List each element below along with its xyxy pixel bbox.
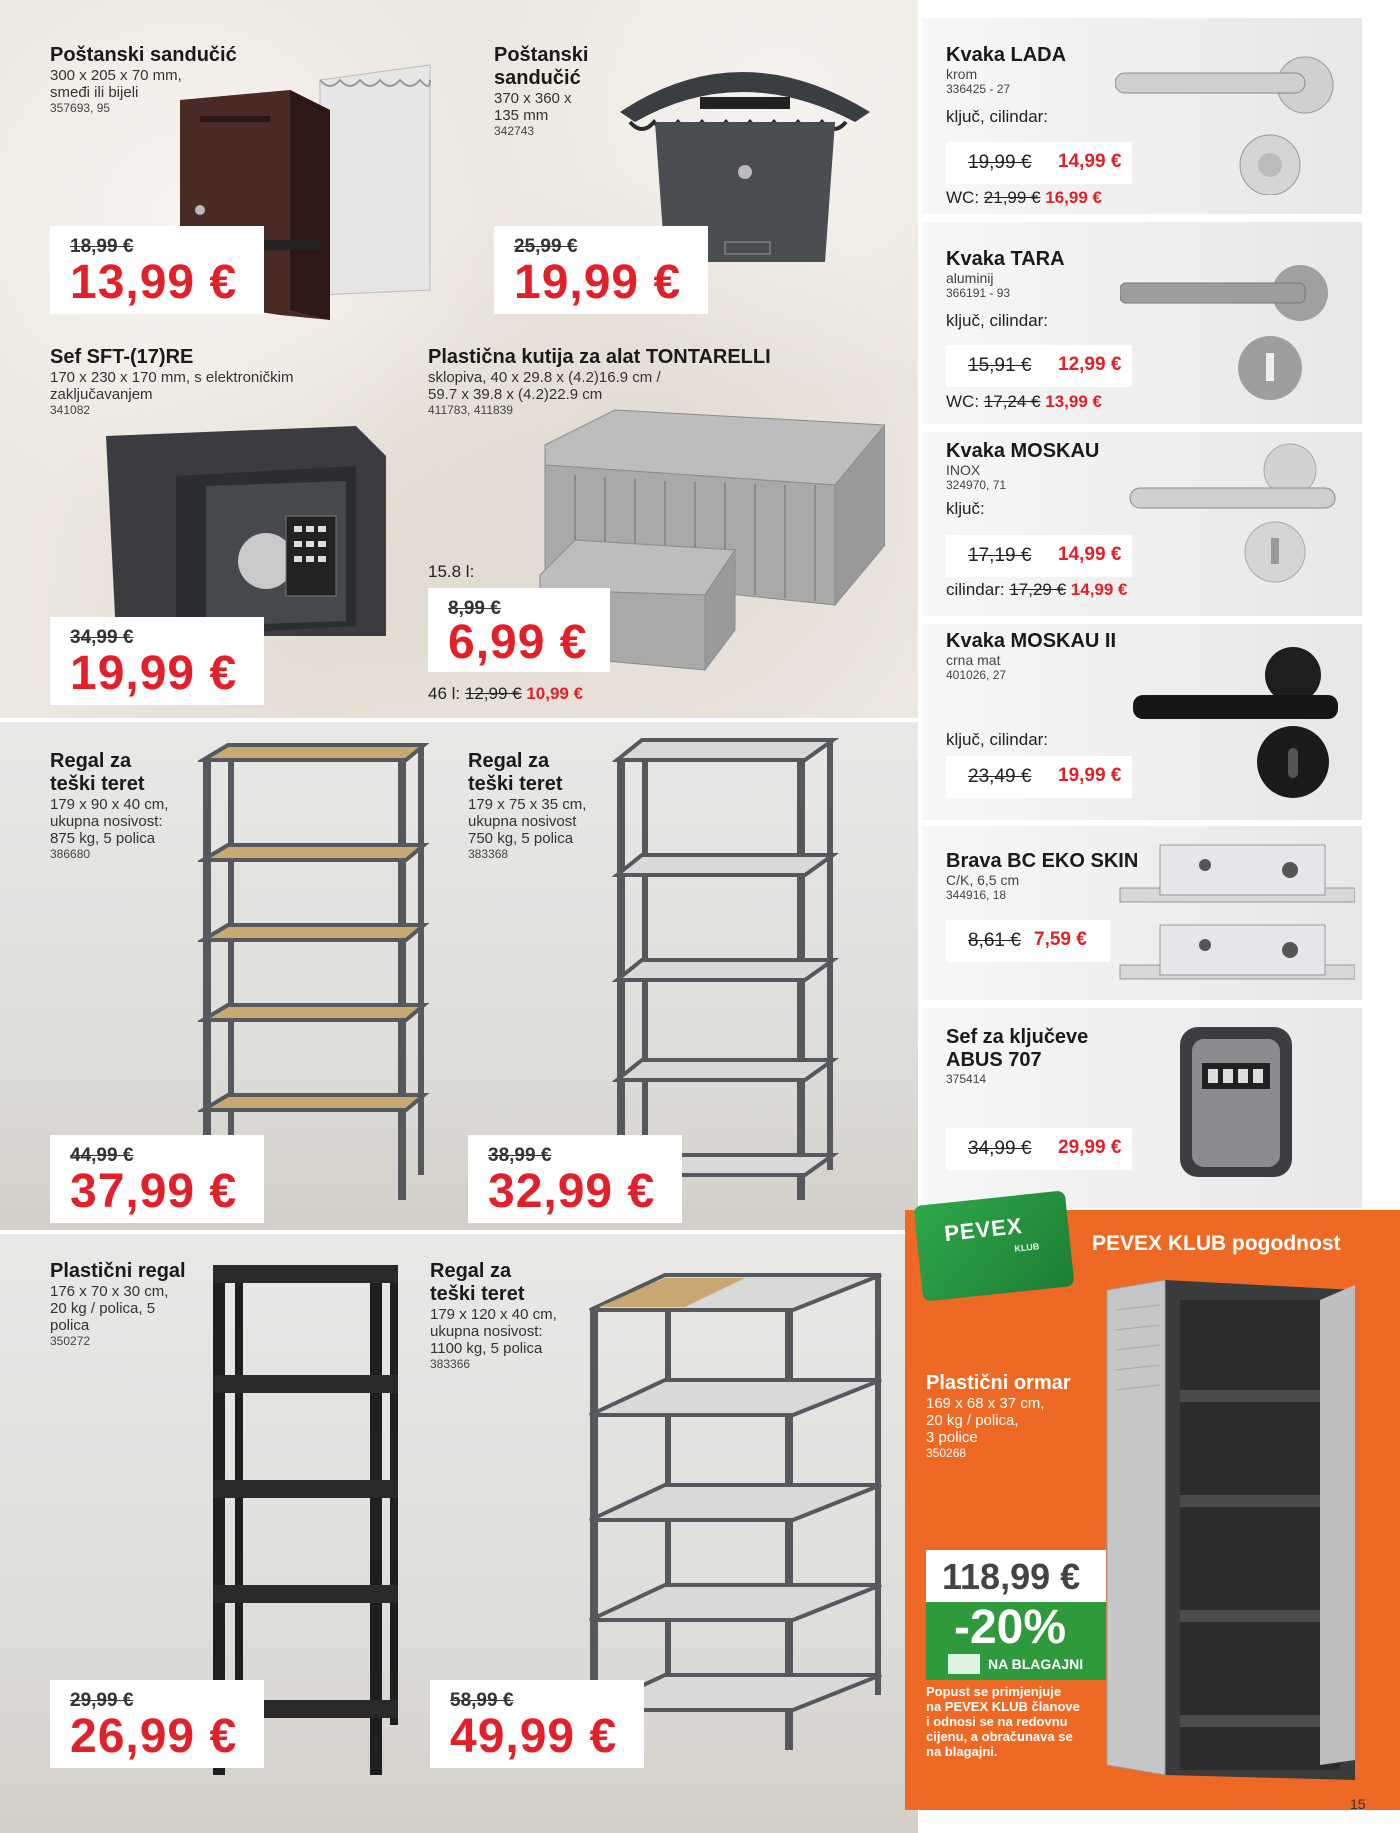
door-lock-image — [1115, 840, 1355, 990]
old-price: 38,99 € — [488, 1145, 552, 1166]
new-price: 49,99 € — [450, 1710, 618, 1763]
club-note — [926, 1684, 1116, 1759]
club-price: 118,99 € — [942, 1556, 1081, 1597]
product-title: Regal za — [430, 1260, 512, 1282]
product-desc: 1100 kg, 5 polica — [430, 1340, 543, 1357]
product-code: 350268 — [926, 1446, 967, 1460]
door-handle-image — [1125, 440, 1340, 590]
key-safe-image — [1178, 1025, 1294, 1180]
product-desc: 875 kg, 5 polica — [50, 830, 156, 847]
wc-label: WC: — [946, 188, 980, 207]
old-price: 8,61 € — [968, 930, 1021, 951]
product-title: Plastična kutija za alat TONTARELLI — [428, 346, 771, 368]
product-desc: sklopiva, 40 x 29.8 x (4.2)16.9 cm / — [428, 369, 661, 386]
product-desc: aluminij — [946, 270, 994, 286]
new-price: 19,99 € — [1058, 765, 1122, 786]
new-price: 7,59 € — [1034, 929, 1087, 950]
product-code: 357693, 95 — [50, 101, 111, 115]
metal-shelf-image — [585, 1270, 885, 1750]
new-price: 37,99 € — [70, 1165, 238, 1218]
product-title: Poštanski sandučić — [50, 44, 237, 66]
product-title: Kvaka TARA — [946, 248, 1065, 270]
new-price: 12,99 € — [1058, 354, 1122, 375]
door-handle-image — [1120, 248, 1340, 408]
product-desc: 300 x 205 x 70 mm, — [50, 67, 182, 84]
product-title: Sef SFT-(17)RE — [50, 346, 194, 368]
product-code: 383368 — [468, 847, 509, 861]
product-code: 366191 - 93 — [946, 286, 1011, 300]
price-label: ključ, cilindar: — [946, 730, 1049, 749]
cylinder-price — [946, 580, 1128, 600]
new-price: 13,99 € — [1045, 392, 1102, 411]
new-price: 10,99 € — [526, 684, 584, 703]
club-price-box — [926, 1550, 1106, 1602]
product-title: Kvaka MOSKAU — [946, 440, 1100, 462]
moskau-info — [946, 440, 1099, 519]
moskau2-info — [946, 630, 1116, 683]
product-desc: 20 kg / polica, — [926, 1412, 1019, 1429]
product-desc: 176 x 70 x 30 cm, — [50, 1283, 169, 1300]
product-title: teški teret — [430, 1283, 525, 1305]
old-price: 17,29 € — [1009, 580, 1067, 599]
safe-image — [106, 426, 386, 646]
club-product-info — [926, 1372, 1076, 1461]
product-desc: 20 kg / polica, 5 — [50, 1300, 156, 1317]
price-box — [50, 1135, 264, 1223]
product-title: Plastični ormar — [926, 1372, 1071, 1394]
old-price: 8,99 € — [448, 598, 501, 619]
product-code: 375414 — [946, 1072, 987, 1086]
old-price: 18,99 € — [70, 236, 134, 257]
club-note-line: i odnosi se na redovnu — [926, 1714, 1068, 1729]
price-box — [50, 617, 264, 705]
old-price: 29,99 € — [70, 1690, 134, 1711]
product-desc: krom — [946, 66, 978, 82]
shelf4-info — [430, 1260, 600, 1372]
old-price: 21,99 € — [983, 188, 1041, 207]
page-number: 15 — [1350, 1796, 1366, 1812]
product-title: Brava BC EKO SKIN — [946, 850, 1139, 872]
club-card-mini-icon — [948, 1654, 980, 1674]
door-handle-image — [1128, 640, 1343, 800]
product-title: Kvaka MOSKAU II — [946, 630, 1117, 652]
product-desc: 750 kg, 5 polica — [468, 830, 574, 847]
shelf3-info — [50, 1260, 220, 1349]
product-code: 344916, 18 — [946, 888, 1007, 902]
product-title: Regal za — [50, 750, 132, 772]
product-title: Kvaka LADA — [946, 44, 1067, 66]
product-code: 386680 — [50, 847, 91, 861]
lada-info — [946, 44, 1066, 127]
product-code: 383366 — [430, 1357, 471, 1371]
new-price: 32,99 € — [488, 1165, 656, 1218]
crate-large-price — [428, 684, 583, 704]
price-label: ključ: — [946, 499, 985, 518]
club-at-register: NA BLAGAJNI — [988, 1656, 1084, 1672]
product-desc: polica — [50, 1317, 90, 1334]
product-title: Sef za ključeve — [946, 1026, 1089, 1048]
price-box — [946, 756, 1132, 798]
product-code: 350272 — [50, 1334, 91, 1348]
price-box — [946, 920, 1110, 962]
product-desc: ukupna nosivost — [468, 813, 577, 830]
price-box — [946, 142, 1132, 184]
old-price: 44,99 € — [70, 1145, 134, 1166]
old-price: 17,19 € — [968, 545, 1032, 566]
price-box — [468, 1135, 682, 1223]
new-price: 14,99 € — [1058, 544, 1122, 565]
new-price: 14,99 € — [1070, 580, 1128, 599]
club-header: PEVEX KLUB pogodnost — [1092, 1232, 1341, 1255]
product-desc: 169 x 68 x 37 cm, — [926, 1395, 1045, 1412]
product-desc: ukupna nosivost: — [50, 813, 163, 830]
new-price: 14,99 € — [1058, 151, 1122, 172]
old-price: 19,99 € — [968, 152, 1032, 173]
price-box — [494, 226, 708, 314]
shelf1-info — [50, 750, 210, 862]
club-note-line: na PEVEX KLUB članove — [926, 1699, 1080, 1714]
club-card — [913, 1190, 1074, 1301]
crate-size-small: 15.8 l: — [428, 562, 475, 581]
door-handle-image — [1115, 45, 1335, 195]
old-price: 15,91 € — [968, 355, 1032, 376]
new-price: 13,99 € — [70, 256, 238, 309]
product-title: Poštanski — [494, 44, 589, 66]
product-title: teški teret — [468, 773, 563, 795]
product-code: 324970, 71 — [946, 478, 1007, 492]
product-desc: zaključavanjem — [50, 386, 153, 403]
price-label: ključ, cilindar: — [946, 311, 1049, 330]
keysafe-info — [946, 1026, 1088, 1087]
new-price: 6,99 € — [448, 616, 588, 669]
new-price: 16,99 € — [1045, 188, 1102, 207]
new-price: 29,99 € — [1058, 1137, 1122, 1158]
old-price: 12,99 € — [464, 684, 522, 703]
product-title: ABUS 707 — [946, 1049, 1042, 1071]
product-desc: crna mat — [946, 652, 1001, 668]
old-price: 34,99 € — [968, 1138, 1032, 1159]
tara-info — [946, 248, 1065, 331]
price-box — [430, 1680, 644, 1768]
product-title: Regal za — [468, 750, 550, 772]
product-desc: 59.7 x 39.8 x (4.2)22.9 cm — [428, 386, 603, 403]
product-title: teški teret — [50, 773, 145, 795]
product-code: 401026, 27 — [946, 668, 1007, 682]
product-title: Plastični regal — [50, 1260, 186, 1282]
old-price: 23,49 € — [968, 766, 1032, 787]
product-code: 411783, 411839 — [428, 403, 513, 417]
product-code: 341082 — [50, 403, 91, 417]
old-price: 17,24 € — [983, 392, 1041, 411]
old-price: 58,99 € — [450, 1690, 514, 1711]
product-desc: smeđi ili bijeli — [50, 84, 139, 101]
club-discount-box — [926, 1602, 1106, 1680]
price-box — [946, 1128, 1132, 1170]
safe-info — [50, 346, 370, 418]
price-box — [946, 535, 1132, 577]
product-desc: 135 mm — [494, 107, 549, 124]
price-box — [946, 345, 1132, 387]
shelf2-info — [468, 750, 628, 862]
old-price: 25,99 € — [514, 236, 578, 257]
mailbox2-info — [494, 44, 624, 139]
wc-price — [946, 188, 1102, 208]
club-discount: -20% — [954, 1601, 1067, 1654]
product-desc: 179 x 75 x 35 cm, — [468, 796, 587, 813]
brava-info — [946, 850, 1138, 903]
club-note-line: na blagajni. — [926, 1744, 998, 1759]
product-desc: 179 x 90 x 40 cm, — [50, 796, 169, 813]
new-price: 19,99 € — [70, 647, 238, 700]
product-desc: 3 police — [926, 1429, 978, 1446]
product-desc: ukupna nosivost: — [430, 1323, 543, 1340]
price-box — [428, 588, 610, 672]
product-desc: 170 x 230 x 170 mm, s elektroničkim — [50, 369, 294, 386]
crate-size-large: 46 l: — [428, 684, 461, 703]
wc-price — [946, 392, 1102, 412]
product-desc: INOX — [946, 462, 981, 478]
product-desc: 179 x 120 x 40 cm, — [430, 1306, 557, 1323]
wc-label: WC: — [946, 392, 980, 411]
club-note-line: cijenu, a obračunava se — [926, 1729, 1073, 1744]
old-price: 34,99 € — [70, 627, 134, 648]
new-price: 19,99 € — [514, 256, 682, 309]
club-card-brand: PEVEX — [943, 1212, 1024, 1247]
product-code: 342743 — [494, 124, 535, 138]
club-card-sub: KLUB — [1013, 1241, 1040, 1254]
price-label: ključ, cilindar: — [946, 107, 1049, 126]
price-box — [50, 1680, 264, 1768]
club-note-line: Popust se primjenjuje — [926, 1684, 1062, 1699]
product-desc: C/K, 6,5 cm — [946, 872, 1020, 888]
new-price: 26,99 € — [70, 1710, 238, 1763]
product-desc: 370 x 360 x — [494, 90, 572, 107]
price-box — [50, 226, 264, 314]
plastic-cabinet-image — [1105, 1280, 1355, 1800]
cylinder-label: cilindar: — [946, 580, 1005, 599]
product-title: sandučić — [494, 67, 581, 89]
product-code: 336425 - 27 — [946, 82, 1011, 96]
